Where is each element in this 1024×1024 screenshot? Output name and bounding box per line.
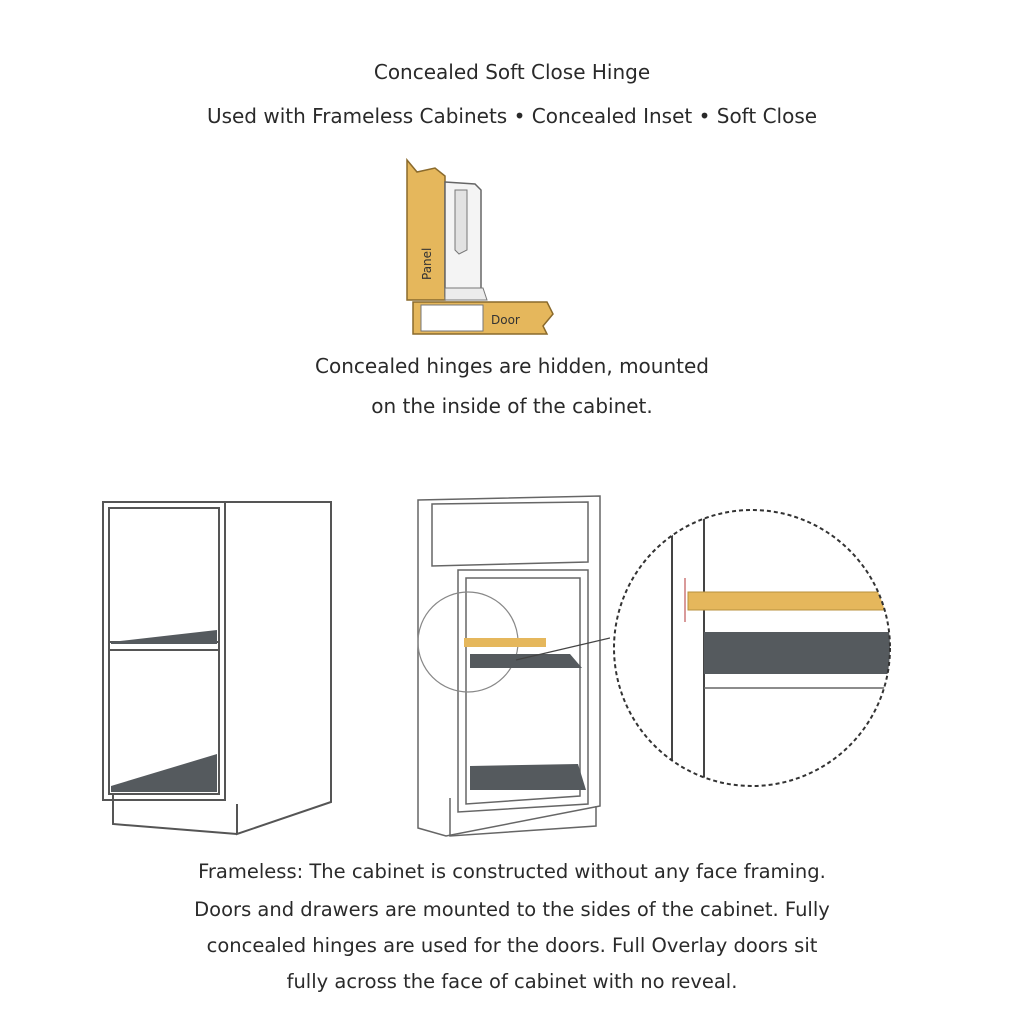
hinge-cup: [421, 305, 483, 331]
door-label: Door: [491, 313, 520, 327]
shelf-small-2: [470, 764, 586, 790]
description-line-2: Doors and drawers are mounted to the sides of the cabinet. Fully: [194, 898, 830, 921]
shelf-small-1: [470, 654, 582, 668]
zoom-hinge-arm: [688, 592, 888, 610]
diagram-subtitle: Used with Frameless Cabinets • Concealed Inset • Soft Close: [206, 104, 818, 128]
bottom-shelf: [111, 754, 217, 792]
hinge-arm: [455, 190, 467, 254]
zoom-shelf: [704, 632, 904, 674]
middle-shelf: [111, 630, 217, 644]
hinge-arm-small: [464, 638, 546, 647]
description-line-1: Frameless: The cabinet is constructed without any face framing.: [198, 860, 826, 883]
door-cabinet-illustration: [410, 490, 610, 840]
hinge-caption-line-1: Concealed hinges are hidden, mounted: [315, 354, 709, 378]
hinge-cross-section: [395, 150, 565, 345]
open-cabinet-illustration: [95, 490, 345, 840]
hinge-detail-zoom: [600, 500, 910, 800]
description-line-4: fully across the face of cabinet with no reveal.: [286, 970, 738, 993]
hinge-caption-line-2: on the inside of the cabinet.: [371, 394, 653, 418]
panel-label: Panel: [420, 247, 434, 280]
description-line-3: concealed hinges are used for the doors. Full Overlay doors sit: [206, 934, 818, 957]
diagram-title: Concealed Soft Close Hinge: [373, 60, 651, 84]
